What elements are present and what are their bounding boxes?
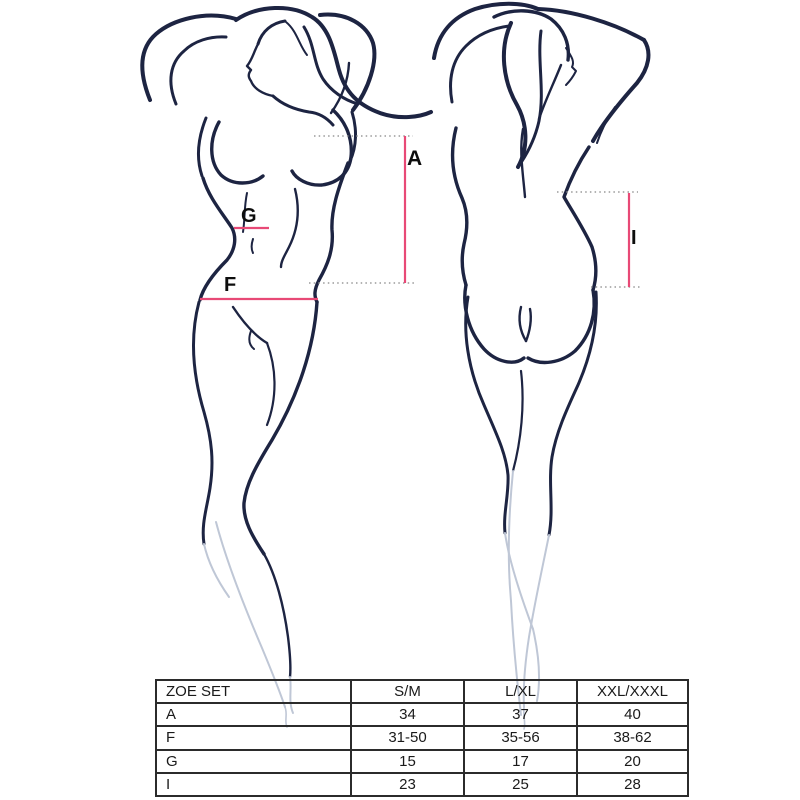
table-cell-value: 25 (464, 773, 577, 796)
table-header-product: ZOE SET (156, 680, 351, 703)
table-header-size-sm: S/M (351, 680, 464, 703)
size-table-header-row (156, 680, 688, 703)
measurement-label-g: G (241, 205, 258, 227)
table-header-size-lxl: L/XL (464, 680, 577, 703)
measurement-label-f: F (224, 274, 237, 296)
size-table-row-a (156, 703, 688, 726)
table-cell-value: 20 (577, 750, 688, 773)
table-cell-value: 23 (351, 773, 464, 796)
table-cell-value: 28 (577, 773, 688, 796)
table-cell-value: 35-56 (464, 726, 577, 749)
table-cell-measure: A (156, 703, 351, 726)
table-cell-measure: I (156, 773, 351, 796)
table-cell-value: 37 (464, 703, 577, 726)
size-table-row-g (156, 750, 688, 773)
size-table-row-f (156, 726, 688, 749)
back-figure-drawing (434, 4, 648, 729)
table-cell-value: 40 (577, 703, 688, 726)
size-table-row-i (156, 773, 688, 796)
front-figure-drawing (142, 8, 431, 727)
table-cell-measure: G (156, 750, 351, 773)
table-header-size-xxl: XXL/XXXL (577, 680, 688, 703)
table-cell-value: 31-50 (351, 726, 464, 749)
table-cell-value: 17 (464, 750, 577, 773)
table-cell-value: 34 (351, 703, 464, 726)
measurement-label-a: A (407, 147, 423, 170)
table-cell-measure: F (156, 726, 351, 749)
size-table (155, 679, 689, 797)
table-cell-value: 38-62 (577, 726, 688, 749)
measurement-label-i: I (631, 227, 638, 249)
table-cell-value: 15 (351, 750, 464, 773)
